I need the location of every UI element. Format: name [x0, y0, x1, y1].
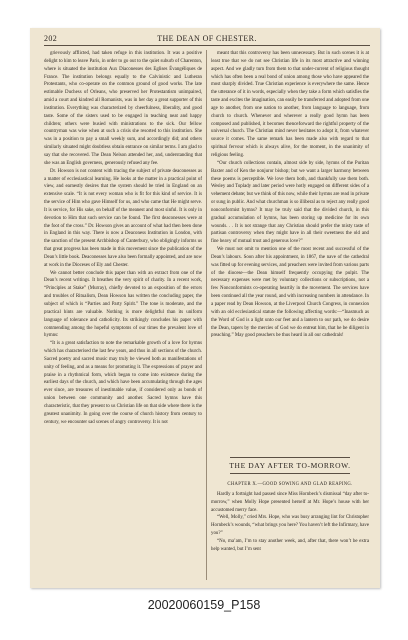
story-title: THE DAY AFTER TO-MORROW.	[229, 461, 351, 470]
left-column	[44, 50, 202, 427]
story-paragraph-3: “No, ma’am, I’m to stay another week, and, after that, there won’t be extra help wanted, but I’m sent	[211, 538, 369, 552]
right-column-top	[211, 50, 369, 340]
page-number: 202	[44, 34, 58, 43]
running-title: THE DEAN OF CHESTER.	[157, 34, 257, 43]
left-paragraph-1: grievously afflicted, had taken refuge in this institution. It was a positive delight to him to leave Paris, in order to go out to the quiet suburb of Charenton, where is situated the institution Aux Diaconesses des Eglises Évangéliques de France. The institution belongs equally to the Calvinistic and Lutheran Protestants, who co-operate on the common ground of good works. The late estimable Duchess of Orleans, who preserved her Protestantism unimpaired, amid a court and kindred all Romanists, was in her day a great supporter of this institution. Everything was characterized by cheerfulness, liberality, and good taste. Some of the sisters used to be engaged in teaching neat and happy children; others were busied with ministrations to the sick. Our fellow countryman was wise when at such a crisis she resorted to this institution. She was in a position to pay a small weekly sum, and accordingly did; and others similarly situated might doubtless obtain entrance on similar terms. I am glad to say that she recovered. The Dean Nelson attended her, and, understanding that she was an English governess, generously refused any fee.	[44, 51, 202, 166]
image-caption: 20020060159_P158	[147, 598, 261, 612]
header-rule	[44, 45, 370, 46]
section-rule-bottom	[230, 473, 350, 474]
left-paragraph-3: We cannot better conclude this paper than with an extract from one of the Dean’s recent writings. It breathes the very spirit of charity. In a recent work, “Principles at Stake” (Murray), chiefly devoted to an exposition of the errors and troubles of Ritualism, Dean Howson has written the concluding paper, the subject of which is “Parties and Party Spirit.” The tone is moderate, and the practical hints are valuable. Nothing is more delightful than its uniform language of tolerance and catholicity. Its strikingly concludes his paper with commending among the hopeful symptoms of our times the prevalent love of hymns:	[44, 270, 202, 339]
right-paragraph-2: “Our church collections contain, almost side by side, hymns of the Puritan Baxter and of Ken the nonjuror bishop; but we want a larger harmony between these poems is perceptible. We love them both, and thankfully use them both. Wesley and Toplady and later period were hotly engaged on different sides of a vehement debate; but we think of this now, while their hymns are read in private or sung in public. And what churchman is so illiberal as to reject any really good nonconformist hymns? It may be truly said that the divided church, in this gradual accumulation of hymns, has been storing up medicine for its own wounds. . . It is not strange that any Christian should prefer the misty taste of partisan controversy when they might have in all their sweetness the old and fine heavy of mutual trust and generous love?”	[211, 160, 369, 245]
left-paragraph-4: “It is a great satisfaction to note the remarkable growth of a love for hymns which has characterised the last few years, and thus in all sections of the church. Sacred poetry and sacred music may truly be viewed both as manifestations of unity of feeling, and as a means for promoting it. The expressions of prayer and praise in a rhythmical form, which began to come into existence during the earliest days of the church, and which have been accumulating through the ages ever since, are treasures of inestimable value, if considered only as bonds of union between one community and another. Sacred hymns have this characteristic, that they present to us Christian life on that side where there is the greatest unanimity. In going over the course of church history from century to century, we encounter sad scenes of angry controversy. It is not	[44, 341, 202, 425]
right-paragraph-1: meant that this controversy has been unnecessary. But in such scenes it is at least true that we do not see Christian life in its most attractive and winning aspect. And we gladly turn from them to that under-current of religious thought which has often been a real bond of union among those who have appeared the most sharply divided. True Christian experience is everywhere the same. Hence the utterance of it in words, especially when they take a form which satisfies the taste and excites the imagination, can easily be transferred and adopted from one age to another, from one nation to another, from language to language, from church to church. Whenever and wherever a really good hymn has been composed and published, it becomes thenceforward the rightful property of the universal church. The Christian mind never hesitates to adopt it, from whatever source it comes. The same remark has been made also with regard to that spiritual fervour which is always alive, for the moment, in the unanimity of religious feeling.	[211, 51, 369, 158]
chapter-heading: CHAPTER X.—GOOD SOWING AND GLAD REAPING.	[227, 482, 353, 487]
left-paragraph-2: Dr. Howson is not content with tracing the subject of private deaconesses as a matter of ecclesiastical learning. He looks at the matter in a practical point of view, and earnestly desires that the system should be tried in England on an extensive scale. “It is not every woman who is fit for this kind of service. It is the service of Him who gave Himself for us, and who came that He might serve. It is service, for His sake, on behalf of the meanest and most sinful. It is only in devotion to Him that such service can be found. The first deaconesses were at the foot of the cross.” Dr. Howson gives an account of what had then been done in England in this way. There is now a Deaconess Institution in London, with the sanction of the present Archbishop of Canterbury, who obligingly informs us that great progress has been made in this movement since the publication of the Dean’s little book. Deaconesses have also been formally appointed, and are now at work in the Dioceses of Ely and Chester.	[44, 168, 202, 268]
section-rule-top	[230, 457, 350, 458]
story-column	[211, 481, 369, 554]
column-divider	[206, 50, 207, 580]
magazine-page	[30, 28, 380, 588]
story-paragraph-1: Hardly a fortnight had passed since Miss Hornbeck’s dismissal “day after to-morrow,” when Molly Hope presented herself at Mr. Hope’s house with her accustomed merry face.	[211, 491, 369, 513]
right-paragraph-3: We must not omit to mention one of the most recent and successful of the Dean’s labours. Soon after his appointment, in 1867, the nave of the cathedral was fitted up for evening services, and preachers were invited from various parts of the diocese—the Dean himself frequently occupying the pulpit. The necessary expenses were met by voluntary collections or subscriptions, not a few Nonconformists co-operating heartily in the movement. The services have been continued all the year round, and with increasing numbers in attendance. In a paper read by Dean Howson, at the Liverpool Church Congress, in connexion with an old ecclesiastical statute the following affecting words:—“Inasmuch as the Word of God is a light unto our feet and a lantern to our path, we do desire the Dean, tapers by the mercies of God we do entreat him, that he be diligent in preaching.” May good preachers be thus heard in all our cathedrals!	[211, 247, 369, 339]
story-paragraph-2: “Well, Molly,” cried Mrs. Hope, who was busy arranging lint for Christopher Hornbeck’s wounds, “what brings you here? You haven’t left the Infirmary, have you?”	[211, 515, 369, 537]
